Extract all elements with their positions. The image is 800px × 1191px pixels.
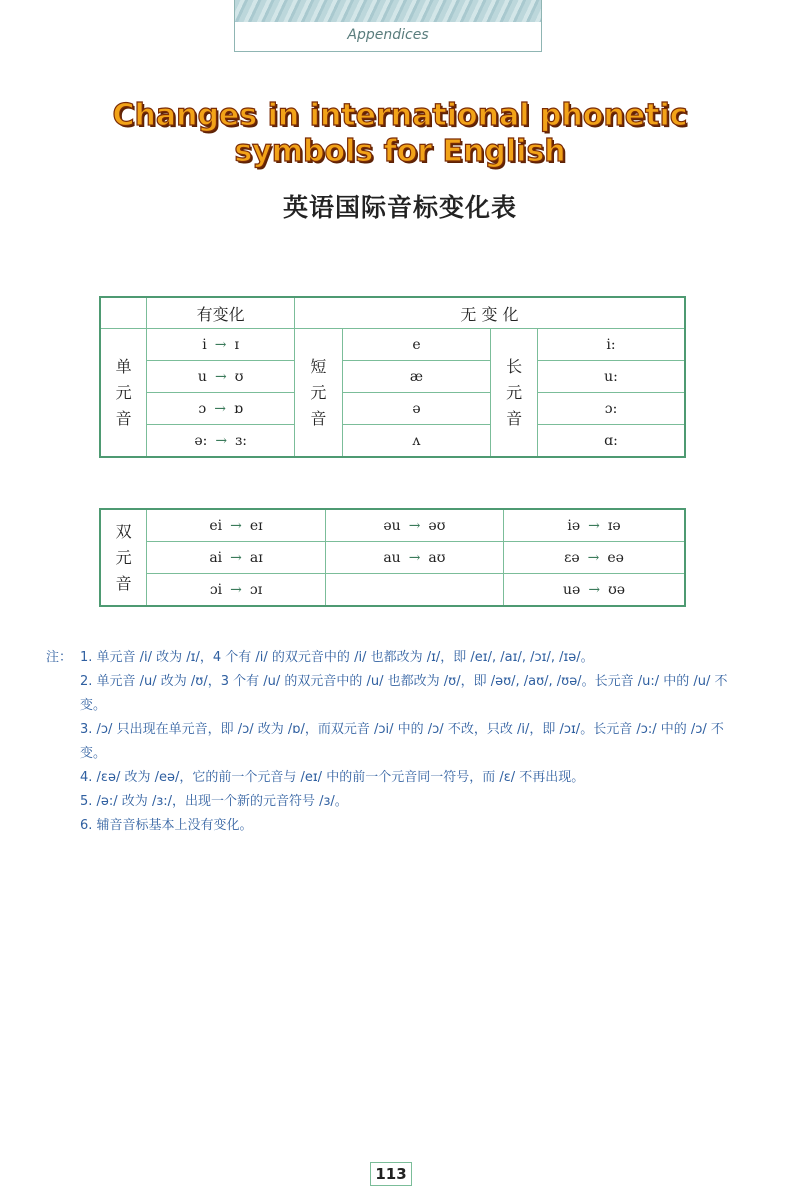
- notes-section: [46, 646, 746, 838]
- short-vowel-cell: e: [342, 329, 490, 361]
- page-number: 113: [370, 1162, 412, 1186]
- diphthong-cell: [504, 509, 685, 542]
- diphthong-cell: [147, 509, 325, 542]
- symbol-new: aɪ: [249, 549, 263, 566]
- short-vowel-cell: ʌ: [342, 425, 490, 458]
- monophthong-table: [99, 296, 686, 458]
- changed-cell: [147, 329, 295, 361]
- symbol-old: uə: [563, 581, 581, 598]
- note-item: [46, 790, 746, 814]
- arrow-icon: →: [588, 581, 601, 598]
- symbol-new: aʊ: [428, 549, 446, 566]
- notes-prefix: 注：: [46, 650, 73, 665]
- header-label: Appendices: [347, 27, 429, 43]
- long-vowel-label: [491, 329, 538, 458]
- symbol-new: ɪə: [607, 517, 621, 534]
- short-vowel-label-text: 短元音: [310, 356, 327, 428]
- symbol-new: əʊ: [428, 517, 446, 534]
- note-text: 1. 单元音 /i/ 改为 /ɪ/，4 个有 /i/ 的双元音中的 /i/ 也都改为 /ɪ/，即 /eɪ/, /aɪ/, /ɔɪ/, /ɪə/。: [80, 650, 594, 665]
- unchanged-header: 无 变 化: [294, 297, 685, 329]
- arrow-icon: →: [408, 517, 421, 534]
- symbol-new: ɒ: [233, 400, 243, 417]
- symbol-old: ai: [209, 549, 223, 566]
- arrow-icon: →: [215, 432, 228, 449]
- symbol-old: au: [383, 549, 401, 566]
- symbol-new: ɪ: [234, 336, 239, 353]
- diphthong-table: [99, 508, 686, 607]
- long-vowel-label-text: 长元音: [506, 356, 523, 428]
- symbol-old: əu: [383, 517, 401, 534]
- symbol-new: ɜ:: [235, 432, 247, 449]
- monophthong-label-text: 单元音: [115, 356, 132, 428]
- note-item: [46, 670, 746, 718]
- note-text: 3. /ɔ/ 只出现在单元音，即 /ɔ/ 改为 /ɒ/，而双元音 /ɔi/ 中的 /ɔ/ 不改，只改 /i/，即 /ɔɪ/。长元音 /ɔ:/ 中的 /ɔ/ 不变。: [80, 722, 724, 761]
- diphthong-cell: [147, 574, 325, 607]
- symbol-old: ei: [209, 517, 223, 534]
- page-title-chinese: 英语国际音标变化表: [282, 193, 517, 222]
- symbol-old: iə: [567, 517, 581, 534]
- arrow-icon: →: [230, 581, 242, 598]
- note-text: 4. /ɛə/ 改为 /eə/，它的前一个元音与 /eɪ/ 中的前一个元音同一符号，而 /ɛ/ 不再出现。: [80, 770, 585, 785]
- monophthong-row-label: [100, 329, 147, 458]
- symbol-new: ʊə: [608, 581, 626, 598]
- arrow-icon: →: [214, 400, 226, 417]
- note-item: [46, 646, 746, 670]
- diphthong-cell: [504, 574, 685, 607]
- page-title-english: Changes in international phonetic symbols for English: [112, 98, 688, 169]
- long-vowel-cell: u:: [538, 361, 685, 393]
- arrow-icon: →: [230, 549, 242, 566]
- arrow-icon: →: [588, 517, 600, 534]
- note-text: 5. /ə:/ 改为 /ɜ:/，出现一个新的元音符号 /ɜ/。: [80, 794, 348, 809]
- short-vowel-cell: æ: [342, 361, 490, 393]
- note-item: [46, 718, 746, 766]
- diphthong-row-label: [100, 509, 147, 606]
- long-vowel-cell: i:: [538, 329, 685, 361]
- diphthong-cell: [147, 542, 325, 574]
- symbol-old: ɔi: [209, 581, 223, 598]
- arrow-icon: →: [408, 549, 421, 566]
- changed-cell: [147, 361, 295, 393]
- note-text: 6. 辅音音标基本上没有变化。: [80, 818, 253, 833]
- changed-cell: [147, 425, 295, 458]
- note-item: [46, 766, 746, 790]
- empty-diphthong-cell: [325, 574, 503, 607]
- diphthong-cell: [325, 509, 503, 542]
- symbol-old: ə:: [194, 432, 208, 449]
- symbol-new: ʊ: [234, 368, 244, 385]
- symbol-new: eɪ: [249, 517, 263, 534]
- long-vowel-cell: ɑ:: [538, 425, 685, 458]
- symbol-new: eə: [607, 549, 624, 566]
- changed-header: 有变化: [147, 297, 295, 329]
- arrow-icon: →: [214, 336, 227, 353]
- symbol-old: ɛə: [564, 549, 580, 566]
- note-item: [46, 814, 746, 838]
- header-photo: [235, 0, 541, 22]
- arrow-icon: →: [214, 368, 227, 385]
- diphthong-cell: [504, 542, 685, 574]
- arrow-icon: →: [230, 517, 242, 534]
- note-text: 2. 单元音 /u/ 改为 /ʊ/，3 个有 /u/ 的双元音中的 /u/ 也都改为 /ʊ/，即 /əʊ/, /aʊ/, /ʊə/。长元音 /u:/ 中的 /u/ 不变。: [80, 674, 728, 713]
- arrow-icon: →: [587, 549, 600, 566]
- diphthong-cell: [325, 542, 503, 574]
- short-vowel-label: [294, 329, 342, 458]
- long-vowel-cell: ɔ:: [538, 393, 685, 425]
- diphthong-label-text: 双元音: [115, 521, 132, 593]
- header-banner: [234, 0, 542, 52]
- empty-corner-cell: [100, 297, 147, 329]
- symbol-new: ɔɪ: [249, 581, 263, 598]
- changed-cell: [147, 393, 295, 425]
- short-vowel-cell: ə: [342, 393, 490, 425]
- symbol-old: ɔ: [198, 400, 207, 417]
- symbol-old: u: [197, 368, 207, 385]
- symbol-old: i: [202, 336, 207, 353]
